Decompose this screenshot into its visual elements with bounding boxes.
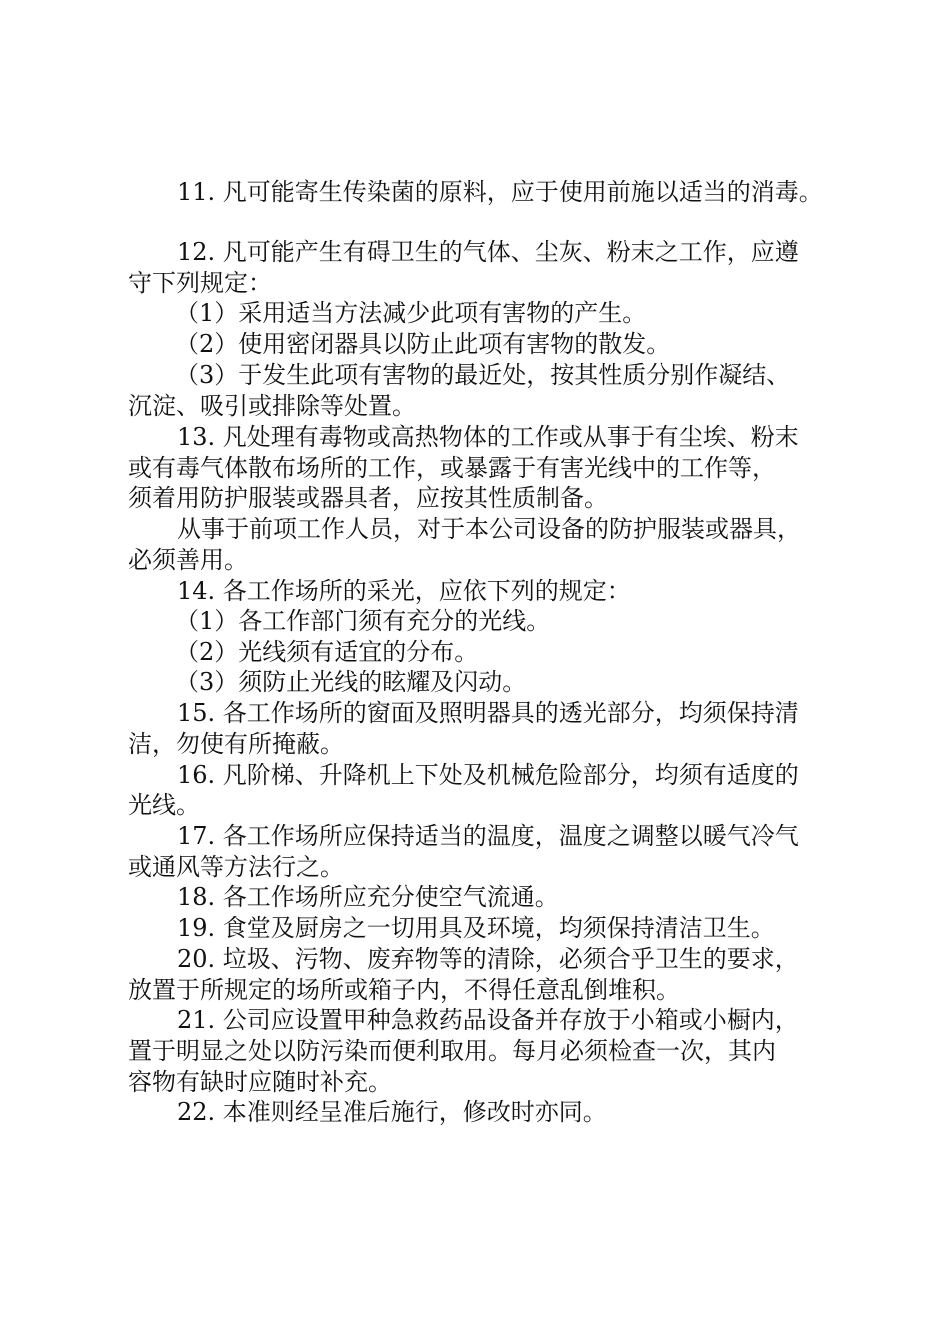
text-line: 或通风等方法行之。: [128, 853, 344, 881]
text-line-sub-3: （3）于发生此项有害物的最近处，按其性质分别作凝结、: [175, 361, 791, 389]
text-line-paragraph: 从事于前项工作人员，对于本公司设备的防护服装或器具，: [177, 515, 801, 543]
text-line: 放置于所规定的场所或箱子内，不得任意乱倒堆积。: [128, 976, 680, 1004]
text-line: 容物有缺时应随时补充。: [128, 1068, 392, 1096]
text-line: 洁，勿使有所掩蔽。: [128, 730, 344, 758]
text-line-item-18: 18. 各工作场所应充分使空气流通。: [177, 883, 559, 911]
text-line-item-11: 11. 凡可能寄生传染菌的原料，应于使用前施以适当的消毒。: [177, 178, 823, 206]
text-line-sub-3: （3）须防止光线的眩耀及闪动。: [175, 668, 527, 696]
text-line: 置于明显之处以防污染而便利取用。每月必须检查一次，其内: [128, 1037, 776, 1065]
text-line-item-17: 17. 各工作场所应保持适当的温度，温度之调整以暖气冷气: [177, 822, 799, 850]
text-line-item-19: 19. 食堂及厨房之一切用具及环境，均须保持清洁卫生。: [177, 914, 775, 942]
text-line: 必须善用。: [128, 546, 248, 574]
text-line: 沉淀、吸引或排除等处置。: [128, 392, 416, 420]
text-line-sub-1: （1）采用适当方法减少此项有害物的产生。: [175, 299, 647, 327]
text-line: 须着用防护服装或器具者，应按其性质制备。: [128, 484, 608, 512]
text-line-item-13: 13. 凡处理有毒物或高热物体的工作或从事于有尘埃、粉末: [177, 423, 799, 451]
text-line: 守下列规定：: [128, 269, 272, 297]
text-line-item-14: 14. 各工作场所的采光，应依下列的规定：: [177, 577, 631, 605]
text-line-sub-1: （1）各工作部门须有充分的光线。: [175, 607, 551, 635]
text-line-sub-2: （2）使用密闭器具以防止此项有害物的散发。: [175, 330, 671, 358]
text-line-item-21: 21. 公司应设置甲种急救药品设备并存放于小箱或小橱内，: [177, 1006, 799, 1034]
text-line-item-12: 12. 凡可能产生有碍卫生的气体、尘灰、粉末之工作，应遵: [177, 238, 799, 266]
text-line: 光线。: [128, 791, 200, 819]
text-line-item-22: 22. 本准则经呈准后施行，修改时亦同。: [177, 1098, 607, 1126]
text-line-sub-2: （2）光线须有适宜的分布。: [175, 638, 479, 666]
text-line-item-15: 15. 各工作场所的窗面及照明器具的透光部分，均须保持清: [177, 699, 799, 727]
text-line-item-16: 16. 凡阶梯、升降机上下处及机械危险部分，均须有适度的: [177, 761, 799, 789]
text-line-item-20: 20. 垃圾、污物、废弃物等的清除，必须合乎卫生的要求，: [177, 945, 799, 973]
text-line: 或有毒气体散布场所的工作，或暴露于有害光线中的工作等，: [128, 454, 776, 482]
